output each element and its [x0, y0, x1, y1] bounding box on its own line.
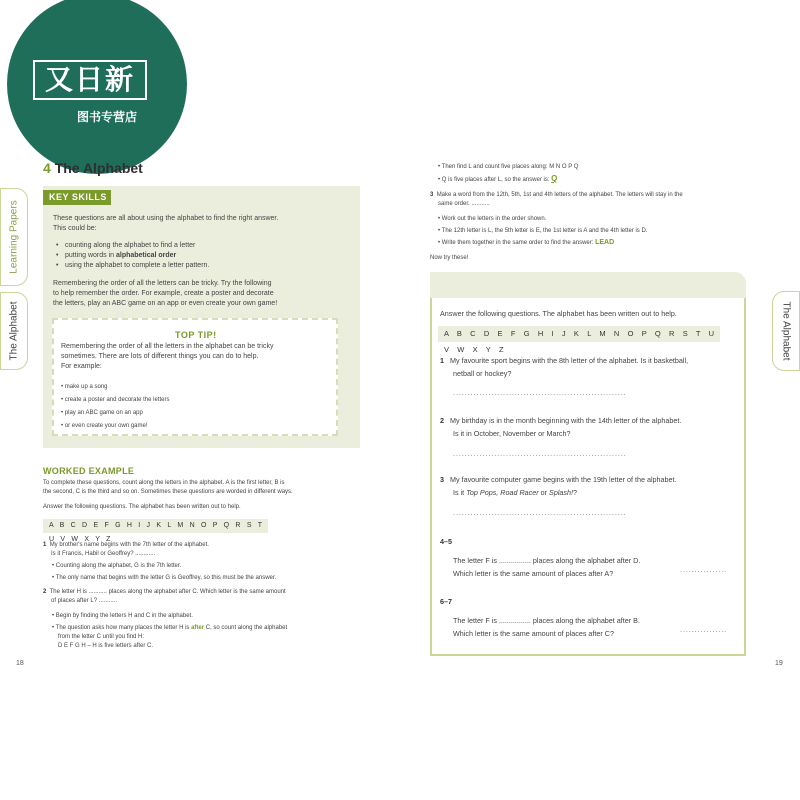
key-skills-intro: [53, 214, 353, 234]
answer-line-6-7[interactable]: ................: [680, 627, 728, 634]
question-text: My birthday is in the month beginning with the 14th letter of the alphabet.: [450, 416, 682, 425]
question-number: 3: [440, 475, 444, 484]
worked-question-1: [43, 541, 363, 559]
tip-line: Remembering the order of all the letters in the alphabet can be tricky: [61, 343, 274, 350]
question-number: 1: [440, 356, 444, 365]
step-text: The question asks how many places the letter H is: [55, 625, 192, 631]
worked-q1-steps: [52, 562, 362, 583]
paragraph-line: the letters, play an ABC game on an app or even create your own game!: [53, 300, 278, 307]
step-item: • Write them together in the same order to find the answer: LEAD: [438, 239, 615, 246]
tab-the-alphabet-left[interactable]: [0, 292, 28, 370]
tip-item: • create a poster and decorate the letters: [61, 397, 170, 403]
game-title: Top Pops, Road Racer: [466, 488, 539, 497]
practice-question-1: [440, 354, 740, 380]
worked-q3-steps: [438, 213, 758, 249]
question-text: [440, 486, 740, 499]
step-text: Write them together in the same order to find the answer:: [441, 240, 596, 246]
watermark-shop-name: 图书专营店: [77, 110, 138, 124]
step-item: • Counting along the alphabet, G is the 7th letter.: [52, 563, 182, 569]
answer-line-1[interactable]: ...........................................................: [453, 390, 627, 397]
now-try-these: Now try these!: [430, 255, 469, 261]
question-text-part: or: [538, 488, 550, 497]
worked-q2-steps: [52, 612, 362, 651]
question-number: 2: [43, 589, 47, 595]
step-text: Work out the letters in the order shown.: [441, 216, 547, 222]
step-item: • Q is five places after L, so the answer is: Q: [438, 174, 558, 183]
question-text: Which letter is the same amount of places after C?: [453, 629, 614, 638]
question-text: The letter F is ................ places along the alphabet after B.: [453, 616, 640, 625]
question-range-4-5: 4–5: [440, 537, 452, 546]
tip-item-text: or even create your own game!: [64, 423, 148, 429]
key-skills-intro-line2: This could be:: [53, 225, 97, 232]
paragraph-line: to help remember the order. For example, create a poster and decorate: [53, 290, 274, 297]
worked-question-2: [43, 588, 363, 606]
question-text: My favourite sport begins with the 8th letter of the alphabet. Is it basketball,: [450, 356, 689, 365]
tip-item: • make up a song: [61, 384, 108, 390]
paragraph-line: the second, C is the third and so on. Sometimes these questions are worded in different ways.: [43, 489, 293, 495]
tip-item: • play an ABC game on an app: [61, 410, 143, 416]
game-title: Splash!: [549, 488, 574, 497]
worked-example-title: WORKED EXAMPLE: [43, 466, 135, 476]
answer-q: Q: [551, 174, 558, 183]
worked-question-3: [430, 191, 750, 209]
list-item-bold: alphabetical order: [115, 252, 177, 259]
answer-lead: LEAD: [595, 239, 615, 246]
question-text: Make a word from the 12th, 5th, 1st and 4th letters of the alphabet. The letters will stay in the: [436, 192, 683, 198]
answer-line-3[interactable]: ...........................................................: [453, 510, 627, 517]
page-number-left: 18: [16, 660, 24, 667]
tip-line: sometimes. There are lots of different things you can do to help.: [61, 353, 259, 360]
tab-the-alphabet-right-label: The Alphabet: [780, 301, 792, 361]
chapter-heading: [43, 160, 143, 176]
list-item: [65, 251, 355, 261]
tab-the-alphabet-right[interactable]: [772, 291, 800, 371]
question-text: of places after L? ...........: [51, 598, 118, 604]
list-item: • using the alphabet to complete a letter pattern.: [65, 261, 355, 271]
tip-item-text: create a poster and decorate the letters: [64, 397, 170, 403]
step-text: D E F G H – H is five letters after C.: [58, 643, 154, 649]
question-text-part: ?: [573, 488, 578, 497]
question-text: Is it Francis, Habil or Geoffrey? ............: [51, 551, 156, 557]
tab-the-alphabet-left-label: The Alphabet: [8, 301, 20, 361]
question-text: The letter F is ................ places along the alphabet after D.: [453, 556, 641, 565]
step-text: Begin by finding the letters H and C in the alphabet.: [55, 613, 193, 619]
question-range-6-7: 6–7: [440, 597, 452, 606]
key-skills-list: [65, 241, 355, 271]
worked-example-intro: [43, 479, 363, 497]
question-number: 2: [440, 416, 444, 425]
question-text: My brother's name begins with the 7th letter of the alphabet.: [49, 542, 209, 548]
key-skills-paragraph: [53, 279, 355, 309]
practice-question-3: [440, 473, 740, 499]
list-item: • counting along the alphabet to find a letter: [65, 241, 355, 251]
list-item-text: putting words in: [65, 252, 116, 259]
question-text: Which letter is the same amount of places after A?: [453, 569, 614, 578]
emphasis-after: after: [191, 625, 205, 631]
tip-item: • or even create your own game!: [61, 423, 148, 429]
chapter-title: The Alphabet: [54, 160, 143, 176]
paragraph-line: Remembering the order of all the letters can be tricky. Try the following: [53, 280, 272, 287]
paragraph-line: To complete these questions, count along the letters in the alphabet. A is the first letter, B is: [43, 480, 285, 486]
practice-intro: Answer the following questions. The alphabet has been written out to help.: [440, 309, 677, 318]
step-item: • The only name that begins with the letter G is Geoffrey, so this must be the answer.: [52, 575, 277, 581]
top-tip-title: TOP TIP!: [175, 330, 217, 340]
tab-learning-papers[interactable]: [0, 188, 28, 286]
question-text: Is it in October, November or March?: [453, 429, 571, 438]
question-text: My favourite computer game begins with the 19th letter of the alphabet.: [450, 475, 677, 484]
question-text: netball or hockey?: [453, 369, 512, 378]
alphabet-strip-right: A B C D E F G H I J K L M N O P Q R S T U V W X Y Z: [438, 326, 720, 342]
question-number: 3: [430, 192, 434, 198]
answer-line-2[interactable]: ...........................................................: [453, 451, 627, 458]
question-number: 1: [43, 542, 47, 548]
step-item: • Then find L and count five places along: M N O P Q: [438, 164, 579, 170]
question-text-part: Is it: [453, 488, 467, 497]
top-tip-list: [61, 381, 331, 433]
step-text: Q is five places after L, so the answer is:: [441, 177, 552, 183]
tip-item-text: play an ABC game on an app: [64, 410, 143, 416]
tab-learning-papers-label: Learning Papers: [8, 200, 20, 274]
chapter-number: 4: [43, 160, 51, 176]
watermark-logo: 又日新: [33, 60, 147, 100]
tip-line: For example:: [61, 363, 102, 370]
page-number-right: 19: [775, 660, 783, 667]
step-item: • Work out the letters in the order shown.: [438, 216, 547, 222]
step-item: • The 12th letter is L, the 5th letter is E, the 1st letter is A and the 4th letter is D.: [438, 228, 648, 234]
question-text: same order. ...........: [438, 201, 490, 207]
key-skills-label: KEY SKILLS: [43, 190, 111, 205]
alphabet-strip-left: A B C D E F G H I J K L M N O P Q R S T U V W X Y Z: [43, 519, 268, 533]
step-item: • Begin by finding the letters H and C in the alphabet.: [52, 613, 193, 619]
step-item: • The question asks how many places the letter H is after C, so count along the alphabet: [52, 625, 288, 631]
step-text: from the letter C until you find H:: [58, 634, 145, 640]
continued-steps: [438, 163, 758, 185]
tip-item-text: make up a song: [64, 384, 108, 390]
worked-example-instruction: Answer the following questions. The alphabet has been written out to help.: [43, 504, 241, 510]
practice-box-header: [430, 272, 746, 298]
question-text: The letter H is ........... places along the alphabet after C. Which letter is the same amount: [49, 589, 286, 595]
answer-line-4-5[interactable]: ................: [680, 567, 728, 574]
step-text: Then find L and count five places along: M N O P Q: [441, 164, 579, 170]
key-skills-intro-line1: These questions are all about using the alphabet to find the right answer.: [53, 215, 279, 222]
step-text: The only name that begins with the letter G is Geoffrey, so this must be the answer.: [55, 575, 277, 581]
practice-question-2: [440, 414, 740, 440]
top-tip-text: [61, 342, 337, 372]
step-text: C, so count along the alphabet: [204, 625, 288, 631]
step-text: Counting along the alphabet, G is the 7th letter.: [55, 563, 182, 569]
step-text: The 12th letter is L, the 5th letter is E, the 1st letter is A and the 4th letter is D.: [441, 228, 648, 234]
